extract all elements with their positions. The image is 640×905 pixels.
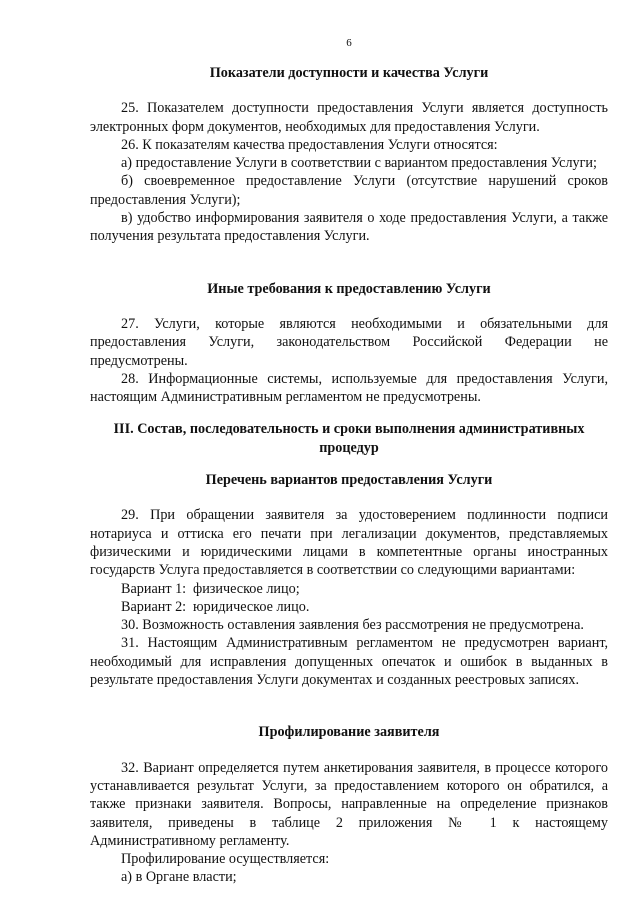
chapter-heading-line2: процедур [319,439,379,456]
chapter-heading-line1: III. Состав, последовательность и сроки выполнения административных [113,421,585,438]
heading-availability-quality: Показатели доступности и качества Услуги [209,65,489,81]
paragraph-28: 28. Информационные системы, используемые для предоставления Услуги, настоящим Административным регламентом не предусмотрены. [90,370,608,406]
paragraph-31: 31. Настоящим Административным регламентом не предусмотрен вариант, необходимый для исправления допущенных опечаток и ошибок в выданных в результате предоставления Услуги документах и созданных реестровых записях. [90,635,608,689]
paragraph-27: 27. Услуги, которые являются необходимыми и обязательными для предоставления Услуги, законодательством Российской Федерации не предусмотрены. [90,315,608,369]
paragraph-25: 25. Показателем доступности предоставления Услуги является доступность электронных форм документов, необходимых для предоставления Услуги. [90,100,608,135]
paragraph-26a: а) предоставление Услуги в соответствии с вариантом предоставления Услуги; [121,155,597,172]
paragraph-26: 26. К показателям качества предоставления Услуги относятся: [121,136,498,153]
paragraph-29: 29. При обращении заявителя за удостоверением подлинности подписи нотариуса и оттиска его печати при легализации документов, представляемых физическими и юридическими лицами в компетентные органы иностранных государств Услуга предоставляется в соответствии со следующими вариантами: [90,507,608,579]
variant-1 [90,580,608,598]
variant-2-label: Вариант 2: [121,598,187,615]
paragraph-30: 30. Возможность оставления заявления без рассмотрения не предусмотрена. [121,617,584,634]
paragraph-26c: в) удобство информирования заявителя о ходе предоставления Услуги, а также получения результата предоставления Услуги. [90,210,608,245]
heading-applicant-profiling: Профилирование заявителя [258,724,440,741]
variant-1-text: физическое лицо; [193,580,300,597]
variant-2 [90,598,608,616]
variant-2-text: юридическое лицо. [193,598,310,615]
chapter-heading [90,420,608,457]
paragraph-32: 32. Вариант определяется путем анкетирования заявителя, в процессе которого устанавливается результат Услуги, за предоставлением которого он обратился, а также признаки заявителя. Вопросы, направленные на определение признаков заявителя, приведены в таблице 2 приложения № 1 к настоящему Административному регламенту. [90,759,608,849]
heading-variants-list: Перечень вариантов предоставления Услуги [205,472,493,489]
paragraph-26b: б) своевременное предоставление Услуги (отсутствие нарушений сроков предоставления Услуги); [90,173,608,208]
paragraph-profiling: Профилирование осуществляется: [121,851,330,868]
heading-other-requirements: Иные требования к предоставлению Услуги [207,280,491,297]
page-number: 6 [346,37,352,49]
variant-1-label: Вариант 1: [121,580,187,597]
paragraph-profiling-a: а) в Органе власти; [121,869,237,886]
